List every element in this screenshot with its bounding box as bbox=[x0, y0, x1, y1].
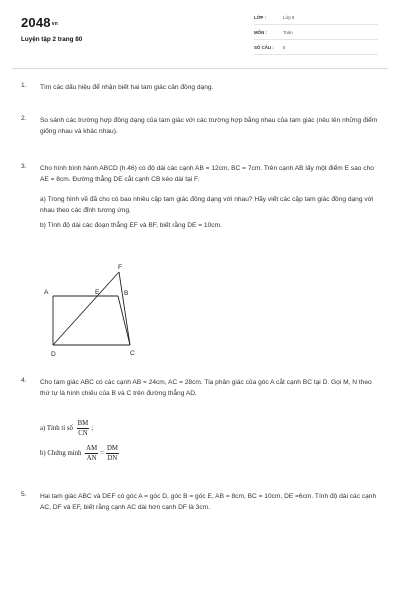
meta-label: LỚP : bbox=[254, 15, 266, 20]
lesson-title: Luyện tập 2 trang 80 bbox=[21, 36, 83, 43]
meta-label: MÔN : bbox=[254, 30, 267, 35]
site-logo[interactable]: 2048vn bbox=[21, 15, 58, 30]
meta-value: 5 bbox=[283, 45, 286, 50]
label-D: D bbox=[51, 351, 56, 358]
question-text: Cho hình bình hành ABCD (h.46) có độ dài các cạnh AB = 12cm, BC = 7cm. Trên cạnh AB lấy một điểm E sao cho AE = 8cm. Đường thẳng DE cắt cạnh CB kéo dài tại F. bbox=[40, 165, 374, 183]
label-F: F bbox=[118, 264, 123, 271]
part-a-suffix: ; bbox=[91, 425, 94, 433]
label-E: E bbox=[95, 289, 100, 296]
denominator: AN bbox=[86, 455, 97, 462]
page-header bbox=[0, 0, 400, 66]
question-number: 1. bbox=[21, 82, 27, 89]
question-part-a: a) Trong hình vẽ đã cho có bao nhiêu cặp tam giác đồng dạng với nhau? Hãy viết các cặp tam giác đồng dạng với nhau theo các đỉnh tương ứng. bbox=[40, 196, 374, 214]
question-number: 4. bbox=[21, 377, 27, 384]
meta-subject bbox=[254, 28, 378, 40]
segment-DF bbox=[53, 272, 119, 345]
fraction-am-an bbox=[85, 444, 98, 463]
meta-value: Toán bbox=[283, 30, 293, 35]
meta-label: SỐ CÂU : bbox=[254, 45, 274, 50]
question-text: Hai tam giác ABC và DEF có góc A = góc D, góc B = góc E, AB = 8cm, BC = 10cm, DE =6cm. Tính độ dài các cạnh AC, DF và EF, biết rằng cạnh AC dài hơn cạnh DF là 3cm. bbox=[40, 493, 377, 511]
part-a-prefix: a) Tính tỉ số bbox=[40, 425, 73, 433]
meta-value: Lớp 8 bbox=[283, 15, 295, 20]
fraction-bm-cn bbox=[77, 419, 90, 438]
fraction-dm-dn bbox=[106, 444, 119, 463]
header-divider bbox=[12, 68, 388, 69]
numerator: DM bbox=[106, 445, 118, 452]
question-text: So sánh các trường hợp đồng dạng của tam giác với các trường hợp bằng nhau của tam giác (nêu lên những điểm giống nhau và khác nhau). bbox=[40, 117, 378, 135]
question-4-part-b bbox=[40, 444, 121, 463]
meta-question-count bbox=[254, 43, 378, 55]
question-number: 5. bbox=[21, 491, 27, 498]
denominator: CN bbox=[78, 430, 88, 437]
question-4-part-a bbox=[40, 419, 93, 438]
question-number: 3. bbox=[21, 163, 27, 170]
denominator: DN bbox=[107, 455, 118, 462]
label-B: B bbox=[124, 290, 129, 297]
question-number: 2. bbox=[21, 115, 27, 122]
part-b-prefix: b) Chứng minh bbox=[40, 450, 82, 458]
numerator: AM bbox=[86, 445, 98, 452]
meta-class bbox=[254, 13, 378, 25]
parallelogram-figure bbox=[40, 259, 150, 364]
label-C: C bbox=[130, 350, 135, 357]
label-A: A bbox=[44, 289, 49, 296]
equals-sign: = bbox=[100, 450, 104, 458]
question-part-b: b) Tính độ dài các đoạn thẳng EF và BF, biết rằng DE = 10cm. bbox=[40, 222, 222, 229]
numerator: BM bbox=[77, 420, 89, 427]
question-text: Tìm các dấu hiệu để nhận biết hai tam giác cân đồng dạng. bbox=[40, 84, 214, 91]
question-text: Cho tam giác ABC có các cạnh AB = 24cm, AC = 28cm. Tia phân giác của góc A cắt cạnh BC tại D. Gọi M, N theo thứ tự là hình chiếu của B và C trên đường thẳng AD. bbox=[40, 379, 372, 397]
